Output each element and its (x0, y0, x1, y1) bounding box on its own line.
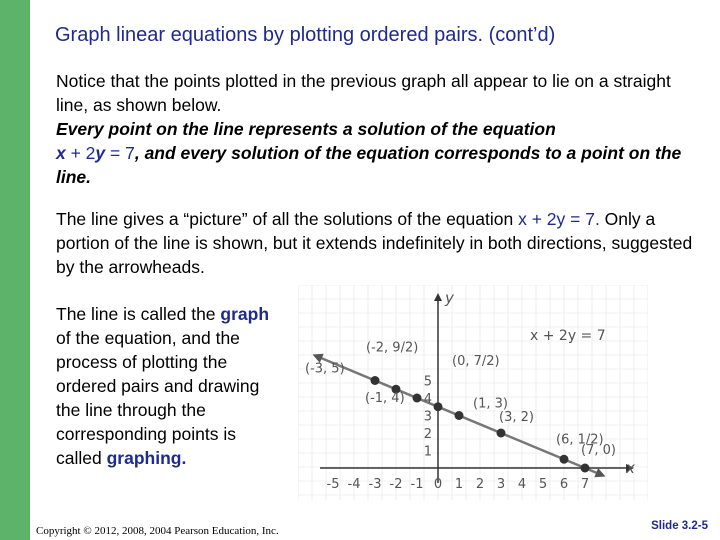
x-tick-label: 0 (433, 477, 443, 492)
graphing-text-1: The line is called the (56, 304, 221, 324)
equation-graph (298, 285, 648, 500)
slide-title: Graph linear equations by plotting ordered pairs. (cont’d) (55, 24, 556, 46)
picture-text: The line gives a “picture” of all the solutions of the equation (56, 209, 519, 229)
x-tick-label: 4 (517, 477, 527, 492)
x-tick-label: 6 (559, 477, 569, 492)
solution-statement-cont: , and every solution of the equation corresponds to a point on the line. (56, 143, 682, 187)
paragraph-picture (56, 207, 706, 279)
x-tick-label: 5 (538, 477, 548, 492)
data-point (434, 402, 443, 411)
point-label: (7, 0) (581, 443, 616, 458)
picture-equation-end: = 7. (565, 209, 600, 229)
y-tick-label: 2 (423, 427, 432, 442)
point-label: (-3, 5) (305, 361, 345, 377)
point-label: (3, 2) (499, 410, 534, 425)
point-label: (-2, 9/2) (366, 340, 419, 356)
x-tick-label: -1 (410, 477, 424, 492)
plotted-points (305, 340, 616, 472)
equation-plus: + 2 (65, 143, 96, 163)
data-point (455, 411, 464, 420)
equation-equals: = 7 (105, 143, 135, 163)
y-tick-label: 3 (423, 409, 432, 425)
x-tick-label: 3 (496, 477, 506, 492)
notice-text: Notice that the points plotted in the previous graph all appear to lie on a straight line, as shown below. (56, 71, 671, 115)
paragraph-graphing (56, 302, 286, 470)
y-axis-label: y (445, 289, 454, 307)
x-tick-label: 7 (580, 477, 590, 492)
picture-equation: x + 2 (518, 209, 557, 229)
graphing-text-2: of the equation, and the process of plotting the ordered pairs and drawing the line through the corresponding points is called (56, 328, 260, 468)
data-point (413, 394, 422, 403)
slide-number: Slide 3.2-5 (651, 520, 708, 532)
x-tick-label: 1 (454, 477, 464, 492)
left-accent-bar (0, 0, 30, 540)
y-tick-label: 1 (423, 444, 432, 460)
x-tick-label: -4 (347, 477, 361, 492)
x-tick-label: 2 (475, 477, 485, 492)
picture-equation-y: y (556, 209, 566, 229)
solution-statement: Every point on the line represents a solution of the equation (56, 119, 556, 139)
point-label: (1, 3) (473, 396, 508, 412)
graph-keyword: graph (220, 304, 270, 324)
picture-text-cont: Only a portion of the line is shown, but it extends indefinitely in both directions, suggested by the arrowheads. (56, 209, 693, 277)
data-point (497, 429, 506, 438)
x-tick-label: -5 (326, 477, 340, 492)
equation-label: x + 2y = 7 (530, 328, 606, 344)
x-tick-label: -2 (389, 477, 403, 492)
y-axis-arrow (434, 293, 442, 301)
y-tick-label: 5 (423, 374, 432, 390)
point-label: (6, 1/2) (556, 432, 604, 448)
x-axis-label: x (626, 459, 635, 477)
data-point (560, 455, 569, 464)
data-point (371, 376, 380, 385)
y-tick-label: 4 (423, 392, 432, 407)
equation-y: y (95, 143, 106, 163)
x-tick-label: -3 (368, 477, 382, 492)
point-label: (0, 7/2) (452, 353, 500, 369)
data-point (581, 464, 590, 473)
copyright-text: Copyright © 2012, 2008, 2004 Pearson Education, Inc. (36, 525, 279, 537)
graphing-keyword: graphing. (106, 448, 187, 468)
equation-x: x (56, 143, 66, 163)
point-label: (-1, 4) (365, 391, 405, 406)
paragraph-notice (56, 69, 706, 189)
